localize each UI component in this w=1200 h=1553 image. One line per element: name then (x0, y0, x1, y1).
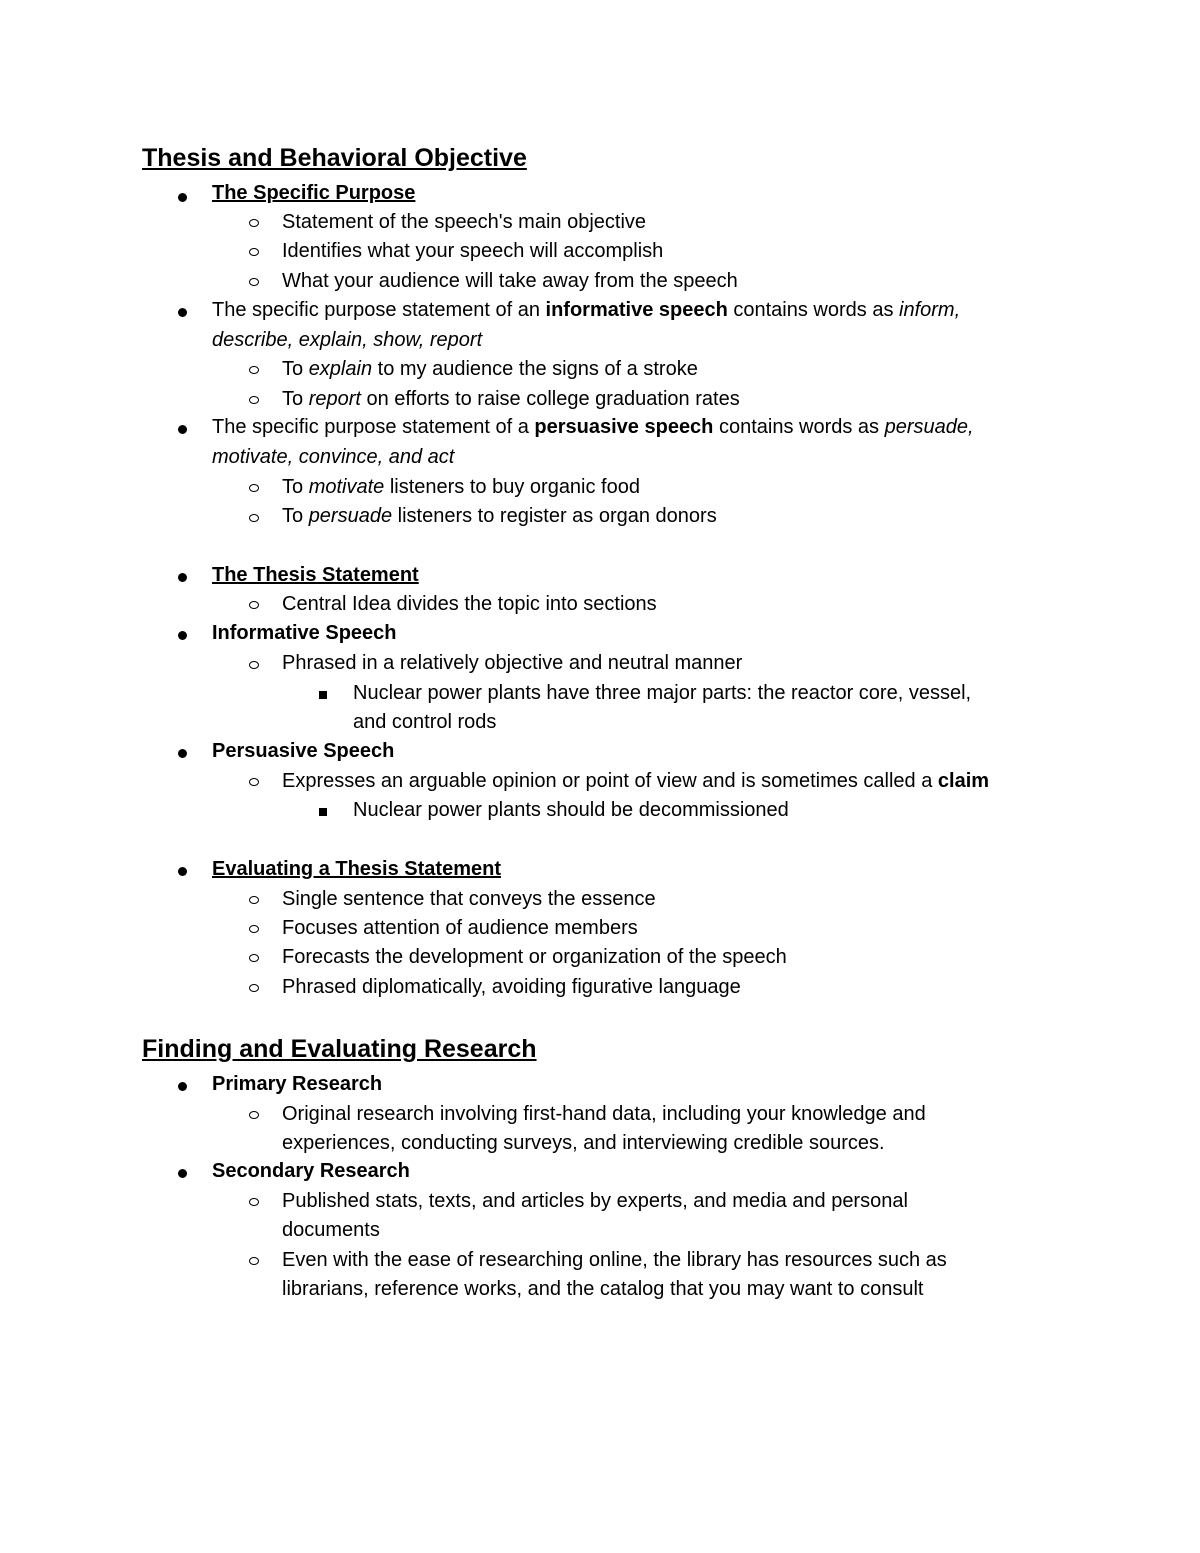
list-item-heading: Primary Research (212, 1073, 383, 1095)
list-item-continuation: experiences, conducting surveys, and interviewing credible sources. (282, 1132, 885, 1154)
list-item: Single sentence that conveys the essence (282, 888, 656, 910)
bullet-dot (178, 425, 187, 434)
bullet-ring (249, 366, 259, 374)
bullet-ring (249, 1257, 259, 1265)
list-item-heading: Informative Speech (212, 622, 397, 644)
bullet-ring (249, 984, 259, 992)
list-item-heading: Persuasive Speech (212, 740, 395, 762)
bullet-ring (249, 778, 259, 786)
list-item: Nuclear power plants have three major parts: the reactor core, vessel, (353, 682, 972, 704)
bullet-dot (178, 193, 187, 202)
bullet-ring (249, 219, 259, 227)
list-item-continuation: librarians, reference works, and the catalog that you may want to consult (282, 1278, 924, 1300)
list-item-continuation: documents (282, 1219, 380, 1241)
bullet-square (319, 808, 327, 816)
bullet-ring (249, 278, 259, 286)
list-item: To explain to my audience the signs of a stroke (282, 358, 698, 380)
list-item: To motivate listeners to buy organic food (282, 476, 640, 498)
list-item: Phrased diplomatically, avoiding figurative language (282, 976, 741, 998)
list-item: Nuclear power plants should be decommissioned (353, 799, 789, 821)
bullet-ring (249, 661, 259, 669)
bullet-dot (178, 573, 187, 582)
list-item: Published stats, texts, and articles by experts, and media and personal (282, 1190, 908, 1212)
list-item-continuation: describe, explain, show, report (212, 329, 483, 351)
list-item: The specific purpose statement of an informative speech contains words as inform, (212, 299, 961, 321)
bullet-ring (249, 1198, 259, 1206)
bullet-dot (178, 749, 187, 758)
bullet-dot (178, 867, 187, 876)
list-item: Phrased in a relatively objective and neutral manner (282, 652, 743, 674)
section-heading-thesis: Thesis and Behavioral Objective (142, 144, 527, 172)
bullet-ring (249, 1111, 259, 1119)
list-item-continuation: motivate, convince, and act (212, 446, 455, 468)
list-item: Statement of the speech's main objective (282, 211, 647, 233)
list-item-heading: The Specific Purpose (212, 182, 416, 204)
list-item: What your audience will take away from the speech (282, 270, 738, 292)
list-item-heading: Secondary Research (212, 1160, 410, 1182)
list-item: Identifies what your speech will accomplish (282, 240, 664, 262)
bullet-dot (178, 308, 187, 317)
bullet-dot (178, 1169, 187, 1178)
bullet-ring (249, 396, 259, 404)
bullet-ring (249, 514, 259, 522)
list-item: The specific purpose statement of a persuasive speech contains words as persuade, (212, 416, 974, 438)
bullet-ring (249, 954, 259, 962)
list-item-heading: Evaluating a Thesis Statement (212, 858, 501, 880)
list-item: To report on efforts to raise college graduation rates (282, 388, 740, 410)
list-item: To persuade listeners to register as organ donors (282, 505, 717, 527)
bullet-ring (249, 925, 259, 933)
list-item-continuation: and control rods (353, 711, 497, 733)
bullet-ring (249, 248, 259, 256)
list-item: Even with the ease of researching online, the library has resources such as (282, 1249, 947, 1271)
bullet-ring (249, 601, 259, 609)
list-item: Central Idea divides the topic into sections (282, 593, 657, 615)
list-item: Expresses an arguable opinion or point of view and is sometimes called a claim (282, 770, 990, 792)
section-heading-research: Finding and Evaluating Research (142, 1035, 537, 1063)
bullet-ring (249, 896, 259, 904)
list-item: Forecasts the development or organization of the speech (282, 946, 787, 968)
bullet-square (319, 691, 327, 699)
bullet-dot (178, 1082, 187, 1091)
bullet-dot (178, 631, 187, 640)
list-item-heading: The Thesis Statement (212, 564, 419, 586)
bullet-ring (249, 484, 259, 492)
list-item: Focuses attention of audience members (282, 917, 638, 939)
list-item: Original research involving first-hand data, including your knowledge and (282, 1103, 926, 1125)
